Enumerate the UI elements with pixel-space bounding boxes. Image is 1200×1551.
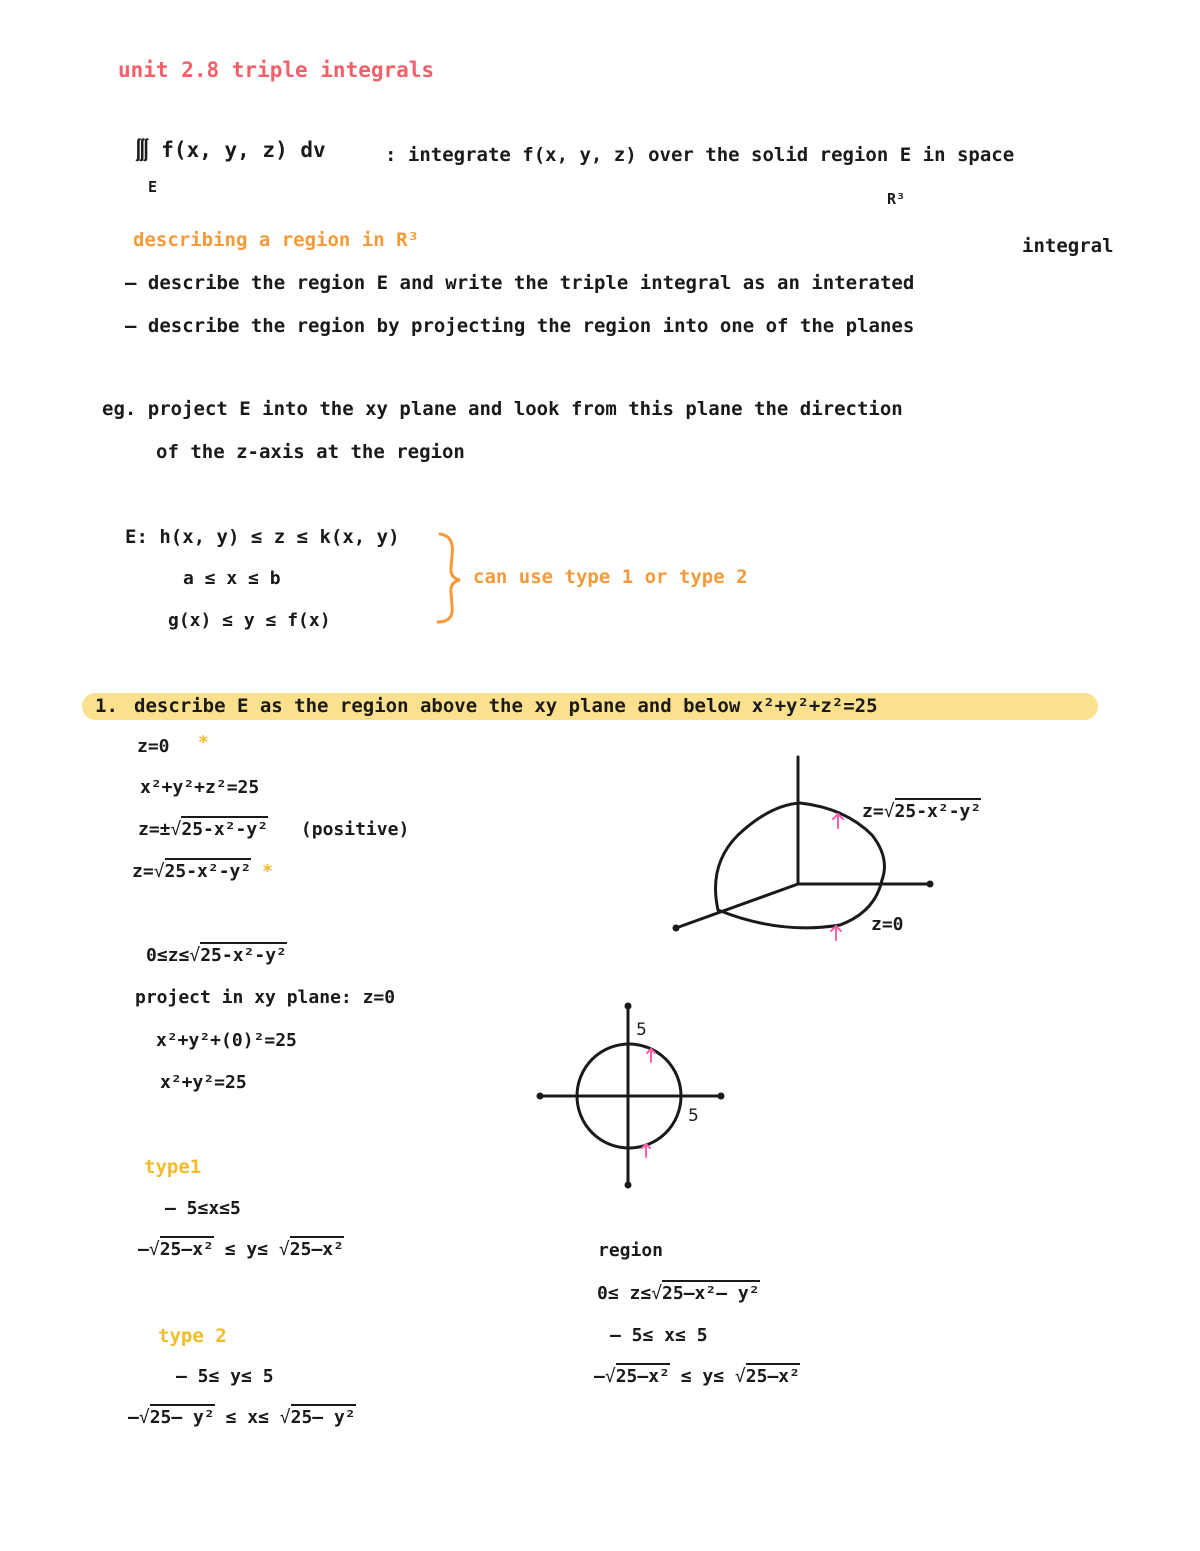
base-label: z=0 [871, 914, 904, 935]
z-prefix: z= [132, 861, 154, 882]
circle-arrow-icon [642, 1144, 650, 1157]
x-axis [676, 884, 798, 928]
type1-middle: ≤ y≤ [224, 1239, 269, 1260]
radical-sign: √ [170, 819, 182, 840]
r3-label: R³ [887, 190, 906, 208]
type2-middle: ≤ x≤ [225, 1407, 269, 1428]
radical-sign: √ [604, 1366, 616, 1387]
type2-y-bounds: – 5≤ y≤ 5 [176, 1366, 274, 1387]
region-left-radicand: 25–x² [616, 1363, 670, 1387]
y-axis-end-dot [673, 925, 680, 932]
triple-integral-expression: ∭ f(x, y, z) dv [136, 138, 326, 162]
page-title: unit 2.8 triple integrals [118, 58, 435, 82]
bullet-projecting: – describe the region by projecting the region into one of the planes [125, 315, 915, 337]
zbounds-radicand: 25-x²-y² [200, 942, 287, 966]
region-middle: ≤ y≤ [680, 1366, 725, 1387]
region-z-radicand: 25–x²– y² [662, 1280, 760, 1304]
region-z-prefix: 0≤ z≤ [597, 1283, 652, 1304]
hemisphere-diagram [676, 757, 930, 928]
sphere-equation: x²+y²+z²=25 [140, 777, 260, 798]
radical-sign: √ [883, 801, 895, 822]
minus-sign: – [128, 1407, 139, 1428]
minus-sign: – [594, 1366, 605, 1387]
star-mark: * [262, 861, 273, 882]
zbounds-prefix: 0≤z≤ [146, 945, 190, 966]
type1-left-radicand: 25–x² [160, 1236, 214, 1260]
zpm-radicand: 25-x²-y² [181, 816, 268, 840]
bounds-z: E: h(x, y) ≤ z ≤ k(x, y) [125, 526, 400, 548]
substituted-equation: x²+y²+(0)²=25 [156, 1030, 297, 1051]
bounds-y: g(x) ≤ y ≤ f(x) [168, 610, 331, 631]
z-equals-zero: z=0 [137, 736, 170, 757]
circle-axis-dot [625, 1182, 632, 1189]
type1-right-radicand: 25–x² [290, 1236, 344, 1260]
intro-description: : integrate f(x, y, z) over the solid region E in space [385, 144, 1015, 166]
region-x-bounds: – 5≤ x≤ 5 [610, 1325, 708, 1346]
dome-arrow-icon [833, 814, 843, 828]
radius-label-y: 5 [636, 1020, 647, 1040]
radical-sign: √ [734, 1366, 746, 1387]
type2-heading: type 2 [158, 1325, 227, 1347]
pink-arrows [831, 814, 843, 940]
region-right-radicand: 25–x² [746, 1363, 800, 1387]
problem-statement: describe E as the region above the xy plane and below x²+y²+z²=25 [134, 695, 878, 717]
minus-sign: – [138, 1239, 149, 1260]
project-xy-plane: project in xy plane: z=0 [135, 987, 396, 1008]
type-note: can use type 1 or type 2 [473, 566, 748, 588]
radical-sign: √ [279, 1407, 291, 1428]
type1-x-bounds: – 5≤x≤5 [165, 1198, 241, 1219]
circle-axis-dot [537, 1093, 544, 1100]
positive-note: (positive) [300, 819, 410, 840]
bounds-x: a ≤ x ≤ b [183, 568, 281, 589]
radical-sign: √ [148, 1239, 160, 1260]
star-mark: * [198, 732, 209, 753]
integral-subscript: E [148, 178, 158, 196]
circle-axis-dot [718, 1093, 725, 1100]
circle-diagram [540, 1006, 721, 1185]
circle-axis-dot [625, 1003, 632, 1010]
circle-equation: x²+y²=25 [160, 1072, 247, 1093]
curly-brace [438, 534, 460, 622]
describing-heading: describing a region in R³ [133, 229, 419, 251]
example-line-2: of the z-axis at the region [156, 441, 465, 463]
hemisphere-dome [716, 803, 885, 910]
radical-sign: √ [138, 1407, 150, 1428]
integral-word: integral [1022, 235, 1114, 257]
radical-sign: √ [278, 1239, 290, 1260]
dome-label-prefix: z= [862, 801, 884, 822]
z-radicand: 25-x²-y² [165, 858, 252, 882]
zpm-prefix: z=± [138, 819, 171, 840]
x-axis-end-dot [927, 881, 934, 888]
radical-sign: √ [153, 861, 165, 882]
radical-sign: √ [651, 1283, 663, 1304]
type1-heading: type1 [144, 1156, 202, 1178]
bullet-describe-region: – describe the region E and write the triple integral as an interated [125, 272, 915, 294]
type2-left-radicand: 25– y² [150, 1404, 215, 1428]
radius-label-x: 5 [688, 1106, 699, 1126]
base-arrow-icon [831, 926, 841, 940]
circle-arrow-icon [647, 1049, 655, 1062]
dome-label-radicand: 25-x²-y² [895, 798, 982, 822]
problem-number: 1. [95, 695, 118, 717]
example-line-1: eg. project E into the xy plane and look from this plane the direction [102, 398, 903, 420]
region-heading: region [598, 1240, 664, 1261]
dome-label [862, 803, 981, 821]
type2-right-radicand: 25– y² [291, 1404, 356, 1428]
radical-sign: √ [189, 945, 201, 966]
